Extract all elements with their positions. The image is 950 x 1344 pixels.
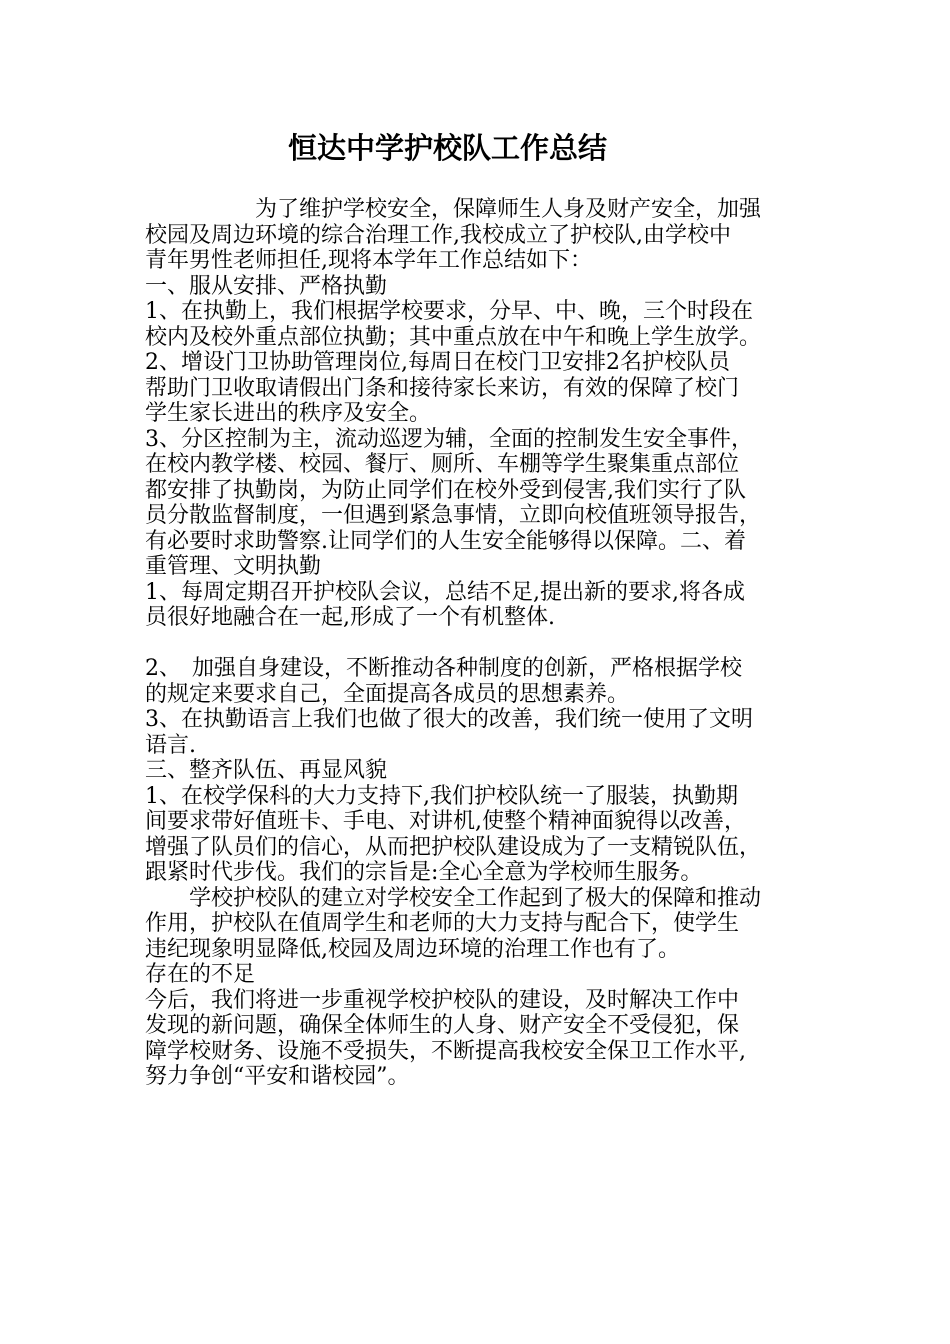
text-line: 重管理、文明执勤 <box>145 554 322 579</box>
text-line: 间要求带好值班卡、手电、对讲机,使整个精神面貌得以改善， <box>145 809 746 834</box>
text-line: 1、每周定期召开护校队会议，总结不足,提出新的要求,将各成 <box>145 579 745 605</box>
text-line: 1、在执勤上，我们根据学校要求，分早、中、晚，三个时段在 <box>145 299 753 324</box>
text-line: 校园及周边环境的综合治理工作,我校成立了护校队,由学校中 <box>145 222 731 248</box>
text-line: 发现的新问题，确保全体师生的人身、财产安全不受侵犯，保 <box>145 1013 740 1038</box>
text-line: 校内及校外重点部位执勤；其中重点放在中午和晚上学生放学。 <box>145 324 762 350</box>
text-line: 作用，护校队在值周学生和老师的大力支持与配合下，使学生 <box>145 911 740 936</box>
text-line: 1、在校学保科的大力支持下,我们护校队统一了服装，执勤期 <box>145 783 738 809</box>
text-line: 2、 加强自身建设，不断推动各种制度的创新，严格根据学校 <box>145 656 742 681</box>
text-line: 都安排了执勤岗，为防止同学们在校外受到侵害,我们实行了队 <box>145 477 746 503</box>
text-line: 三、整齐队伍、再显风貌 <box>145 758 388 783</box>
text-line: 3、在执勤语言上我们也做了很大的改善，我们统一使用了文明 <box>145 707 753 732</box>
text-line: 语言. <box>145 732 196 758</box>
text-line: 员分散监督制度，一但遇到紧急事情，立即向校值班领导报告， <box>145 503 762 528</box>
text-line: 跟紧时代步伐。我们的宗旨是:全心全意为学校师生服务。 <box>145 860 703 885</box>
text-line: 今后，我们将进一步重视学校护校队的建设，及时解决工作中 <box>145 987 740 1013</box>
text-line: 有必要时求助警察.让同学们的人生安全能够得以保障。二、着 <box>145 528 746 554</box>
text-line: 增强了队员们的信心，从而把护校队建设成为了一支精锐队伍， <box>145 834 762 860</box>
text-line: 为了维护学校安全，保障师生人身及财产安全，加强 <box>145 197 762 222</box>
text-line: 青年男性老师担任,现将本学年工作总结如下： <box>145 248 592 273</box>
text-line: 在校内教学楼、校园、餐厅、厕所、车棚等学生聚集重点部位 <box>145 452 740 477</box>
text-line: 违纪现象明显降低,校园及周边环境的治理工作也有了。 <box>145 936 680 962</box>
text-line: 努力争创“平安和谐校园”。 <box>145 1064 410 1089</box>
text-line: 帮助门卫收取请假出门条和接待家长来访，有效的保障了校门 <box>145 375 740 401</box>
text-line: 员很好地融合在一起,形成了一个有机整体. <box>145 605 555 630</box>
text-line: 一、服从安排、严格执勤 <box>145 273 388 299</box>
text-line: 2、增设门卫协助管理岗位,每周日在校门卫安排2名护校队员 <box>145 350 730 375</box>
text-line: 障学校财务、设施不受损失，不断提高我校安全保卫工作水平, <box>145 1038 746 1064</box>
text-line: 存在的不足 <box>145 962 256 987</box>
text-line: 学生家长进出的秩序及安全。 <box>145 401 432 426</box>
text-line: 的规定来要求自己，全面提高各成员的思想素养。 <box>145 681 630 707</box>
text-line: 学校护校队的建立对学校安全工作起到了极大的保障和推动 <box>145 885 762 911</box>
text-line: 3、分区控制为主，流动巡逻为辅，全面的控制发生安全事件， <box>145 426 753 452</box>
document-body <box>145 197 825 1090</box>
blank-line <box>145 631 825 657</box>
document-title: 恒达中学护校队工作总结 <box>287 131 607 165</box>
